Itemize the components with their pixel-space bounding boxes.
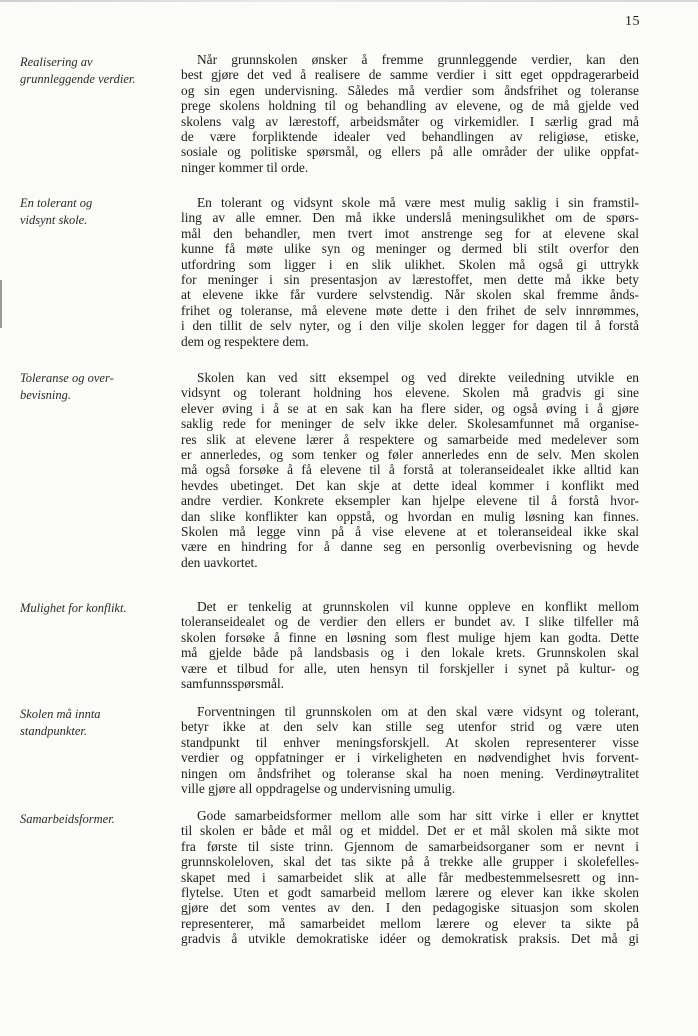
text-line: standpunkt til enhver meningsforskjell. At skolen representerer visse bbox=[181, 734, 639, 750]
scan-edge-mark bbox=[0, 280, 2, 328]
margin-note-line: Samarbeidsformer. bbox=[20, 812, 115, 826]
text-line: andre verdier. Konkrete eksempler kan hjelpe elevene til å forstå hvor- bbox=[181, 493, 639, 509]
paragraph-2 bbox=[181, 195, 639, 349]
text-line: ningen om åndsfrihet og toleranse skal ha noen mening. Verdinøytralitet bbox=[181, 765, 639, 781]
text-line: saklig rede for meninger de selv ikke deler. Skolesamfunnet må organise- bbox=[181, 416, 639, 432]
paragraph-3 bbox=[181, 370, 639, 570]
margin-note-tolerant-skole bbox=[20, 195, 160, 229]
text-line: den uavkortet. bbox=[181, 554, 258, 570]
text-line: ninger kommer til orde. bbox=[181, 159, 309, 175]
margin-note-line: Skolen må innta bbox=[20, 707, 101, 721]
text-line: gjøre det som ventes av den. I den pedagogiske situasjon som skolen bbox=[181, 900, 639, 916]
text-line: at elevene ikke får vurdere selvstendig. Når skolen skal fremme ånds- bbox=[181, 287, 639, 303]
text-line: prege skolens holdning til og behandling av elevene, og de må gjelde ved bbox=[181, 98, 639, 114]
text-line: Det er tenkelig at grunnskolen vil kunne oppleve en konflikt mellom bbox=[197, 599, 639, 614]
text-line: Gode samarbeidsformer mellom alle som har sitt virke i eller er knyttet bbox=[197, 808, 639, 823]
margin-note-konflikt bbox=[20, 600, 160, 617]
text-line: vidsynt og tolerant holdning hos elevene. Skolen må gradvis gi sine bbox=[181, 385, 639, 401]
margin-note-standpunkter bbox=[20, 706, 160, 740]
paragraph-6 bbox=[181, 808, 639, 947]
text-line: dem og respektere dem. bbox=[181, 333, 309, 349]
margin-note-line: Realisering av bbox=[20, 55, 93, 69]
text-line: kunne få møte ulike syn og meninger og dermed bli stilt overfor den bbox=[181, 241, 639, 257]
margin-note-line: standpunkter. bbox=[20, 724, 88, 738]
text-line: toleranseidealet og de verdier den ellers er bundet av. I slike tilfeller må bbox=[181, 614, 639, 630]
text-line: ling av alle emner. Den må ikke underslå meningsulikhet om de spørs- bbox=[181, 210, 639, 226]
margin-note-line: vidsynt skole. bbox=[20, 213, 88, 227]
text-line: må gjelde både på landsbasis og i den lokale krets. Grunnskolen skal bbox=[181, 645, 639, 661]
text-line: er annerledes, og som tenker og føler annerledes enn de selv. Men skolen bbox=[181, 447, 639, 463]
paragraph-1 bbox=[181, 52, 639, 175]
text-line: samfunnsspørsmål. bbox=[181, 676, 285, 692]
text-line: de være forpliktende idealer ved behandlingen av religiøse, etiske, bbox=[181, 129, 639, 145]
text-line: best gjøre det ved å realisere de samme verdier i sitt eget oppdragerarbeid bbox=[181, 67, 639, 83]
text-line: Skolen kan ved sitt eksempel og ved direkte veiledning utvikle en bbox=[197, 370, 639, 385]
text-line: flytelse. Uten et godt samarbeid mellom lærere og elever kan ikke skolen bbox=[181, 885, 639, 901]
margin-note-line: grunnleggende verdier. bbox=[20, 72, 136, 86]
top-rule bbox=[0, 0, 698, 2]
text-line: elever øving i å se at en sak kan ha flere sider, og også øving i å gjøre bbox=[181, 400, 639, 416]
text-line: Forventningen til grunnskolen om at den skal være vidsynt og tolerant, bbox=[197, 704, 639, 719]
text-line: fra første til siste trinn. Gjennom de samarbeidsorganer som er nevnt i bbox=[181, 838, 639, 854]
text-line: representerer, må samarbeidet mellom lærere og elever ta sikte på bbox=[181, 915, 639, 931]
page-number: 15 bbox=[625, 14, 640, 29]
text-line: være en hindring for å danne seg en personlig overbevisning og hevde bbox=[181, 539, 639, 555]
text-line: for meninger i sin presentasjon av lærestoffet, men dette må ikke bety bbox=[181, 272, 639, 288]
margin-note-line: bevisning. bbox=[20, 388, 72, 402]
text-line: Når grunnskolen ønsker å fremme grunnleggende verdier, kan den bbox=[197, 52, 639, 67]
text-line: frihet og toleranse, må elevene møte dette i den frihet de selv innrømmes, bbox=[181, 302, 639, 318]
text-line: mål den behandler, men tvert imot anstrenge seg for at elevene skal bbox=[181, 225, 639, 241]
text-line: grunnskoleloven, skal det tas sikte på å trekke alle grupper i skolefelles- bbox=[181, 854, 639, 870]
paragraph-4 bbox=[181, 599, 639, 691]
paragraph-5 bbox=[181, 704, 639, 796]
margin-note-realisering bbox=[20, 54, 160, 88]
text-line: skapet med i samarbeidet slik at alle får medbestemmelsesrett og inn- bbox=[181, 869, 639, 885]
text-line: ville gjøre all oppdragelse og undervisning umulig. bbox=[181, 781, 456, 797]
margin-note-line: En tolerant og bbox=[20, 196, 93, 210]
text-line: være et tilbud for alle, uten hensyn til forskjeller i synet på kultur- og bbox=[181, 660, 639, 676]
text-line: og sin egen undervisning. Således må verdier som åndsfrihet og toleranse bbox=[181, 82, 639, 98]
text-line: utfordring som ligger i en slik ulikhet. Skolen må også gi uttrykk bbox=[181, 256, 639, 272]
text-line: til skolen er både et mål og et middel. Det er et mål skolen må sikte mot bbox=[181, 823, 639, 839]
margin-note-samarbeid bbox=[20, 811, 160, 828]
text-line: gradvis å utvikle demokratiske idéer og demokratisk praksis. Det må gi bbox=[181, 931, 639, 947]
text-line: skolen forsøke å finne en løsning som flest mulige hjem kan godta. Dette bbox=[181, 629, 639, 645]
text-line: betyr ikke at den selv kan stille seg utenfor strid og være uten bbox=[181, 719, 639, 735]
text-line: i den tillit de selv nyter, og i den vilje skolen legger for dagen til å forstå bbox=[181, 318, 639, 334]
text-line: sosiale og politiske spørsmål, og ellers på alle områder der ulike oppfat- bbox=[181, 144, 639, 160]
margin-note-line: Mulighet for konflikt. bbox=[20, 601, 127, 615]
margin-note-toleranse bbox=[20, 370, 160, 404]
text-line: må også forsøke å få elevene til å forstå at toleranseidealet ikke alltid kan bbox=[181, 462, 639, 478]
text-line: dan slike konflikter kan oppstå, og hvordan en mulig løsning kan finnes. bbox=[181, 508, 639, 524]
text-line: skolens valg av lærestoff, arbeidsmåter og virkemidler. I særlig grad må bbox=[181, 113, 639, 129]
text-line: res slik at elevene lærer å respektere og samarbeide med medelever som bbox=[181, 431, 639, 447]
margin-note-line: Toleranse og over- bbox=[20, 371, 114, 385]
text-line: verdier og oppfatninger er i virkeligheten en nødvendighet hvis forvent- bbox=[181, 750, 639, 766]
text-line: Skolen må legge vinn på å vise elevene at et toleranseideal ikke skal bbox=[181, 524, 639, 540]
text-line: hevdes ubetinget. Det kan skje at dette ideal kommer i konflikt med bbox=[181, 477, 639, 493]
text-line: En tolerant og vidsynt skole må være mest mulig saklig i sin framstil- bbox=[197, 195, 639, 210]
